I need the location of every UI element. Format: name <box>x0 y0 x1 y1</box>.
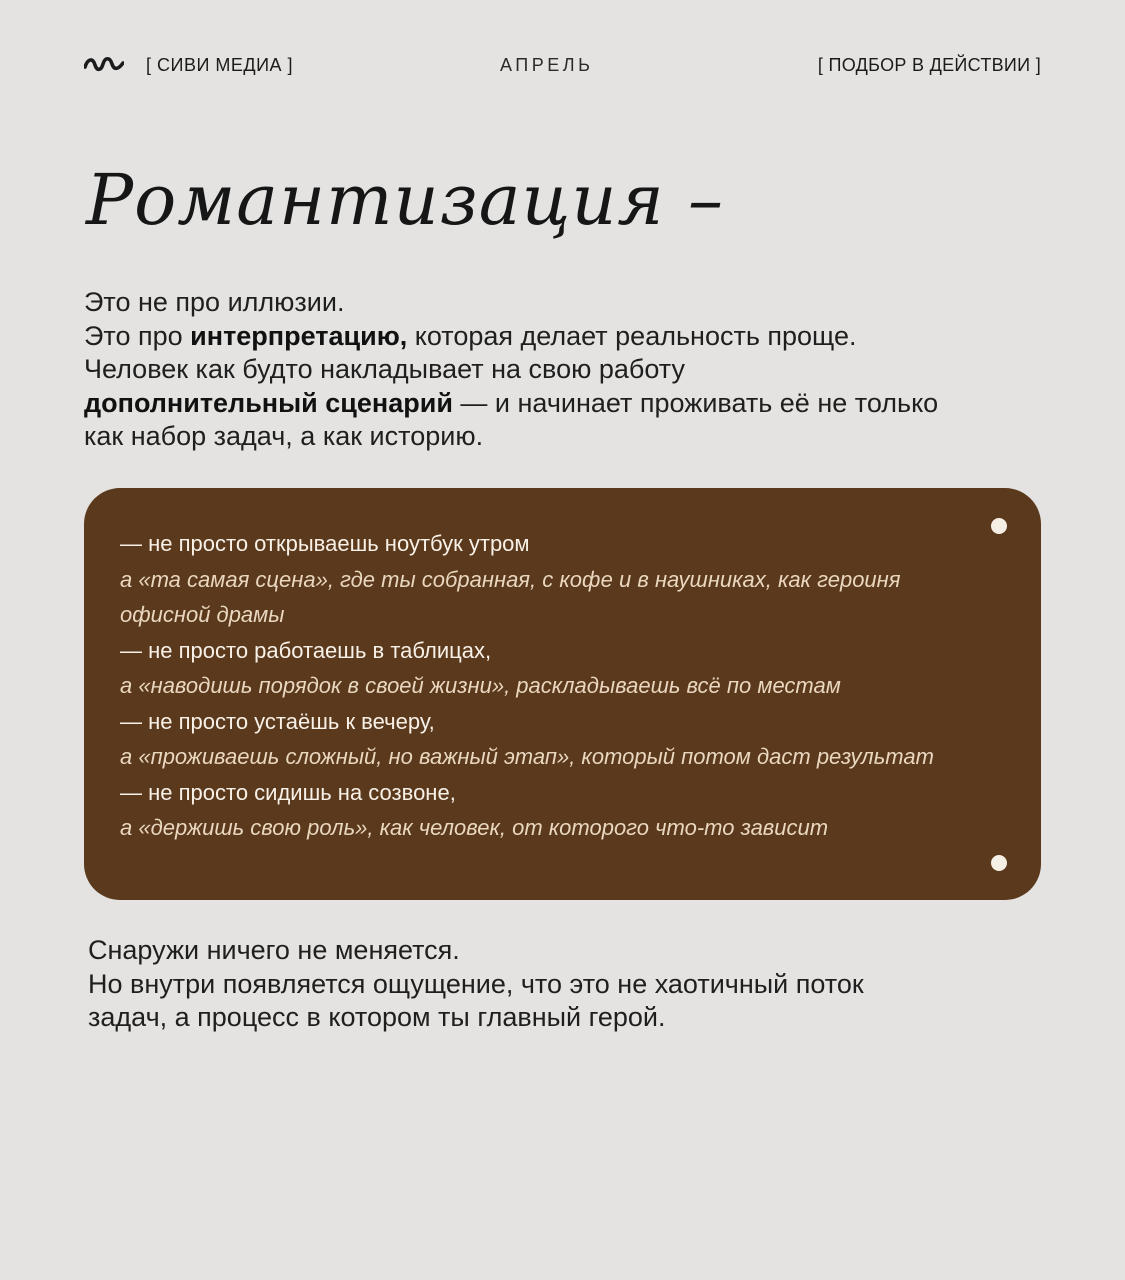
tagline: [ ПОДБОР В ДЕЙСТВИИ ] <box>817 55 1041 75</box>
intro-text-part: Это про <box>84 320 191 351</box>
intro-line <box>84 320 1044 354</box>
intro-text-part: — и начинает проживать её не только <box>452 387 939 418</box>
intro-line: Человек как будто накладывает на свою работу <box>84 354 685 384</box>
intro-text-part: которая делает реальность проще. <box>407 320 857 351</box>
example-main: — не просто открываешь ноутбук утром <box>120 531 530 556</box>
example-reframe: а «проживаешь сложный, но важный этап», который потом даст результат <box>120 744 934 769</box>
intro-text <box>84 286 1044 454</box>
dot-decoration <box>991 518 1007 534</box>
intro-line: как набор задач, а как историю. <box>84 421 484 451</box>
example-reframe: а «та самая сцена», где ты собранная, с кофе и в наушниках, как героиня офисной драмы <box>120 566 901 627</box>
intro-bold-term: интерпретацию, <box>190 320 408 351</box>
outro-text <box>88 934 988 1035</box>
example-main: — не просто устаёшь к вечеру, <box>120 708 435 734</box>
examples-card <box>84 488 1041 900</box>
intro-line <box>84 387 1044 421</box>
header <box>84 52 1041 80</box>
example-reframe: а «держишь свою роль», как человек, от которого что-то зависит <box>120 815 829 840</box>
dot-decoration <box>991 855 1007 871</box>
page-title: Романтизация – <box>86 159 725 241</box>
intro-bold-term: дополнительный сценарий <box>84 387 453 418</box>
example-reframe: а «наводишь порядок в своей жизни», раскладываешь всё по местам <box>120 673 841 698</box>
intro-line: Это не про иллюзии. <box>84 287 345 317</box>
example-main: — не просто работаешь в таблицах, <box>120 637 492 663</box>
outro-line: Снаружи ничего не меняется. <box>88 935 460 965</box>
outro-line: Но внутри появляется ощущение, что это не хаотичный поток <box>88 968 864 999</box>
outro-line: задач, а процесс в котором ты главный герой. <box>88 1002 666 1032</box>
example-main: — не просто сидишь на созвоне, <box>120 779 456 805</box>
month-label: АПРЕЛЬ <box>500 55 594 75</box>
brand-name: [ СИВИ МЕДИА ] <box>146 55 294 75</box>
wave-logo-icon <box>84 54 124 74</box>
